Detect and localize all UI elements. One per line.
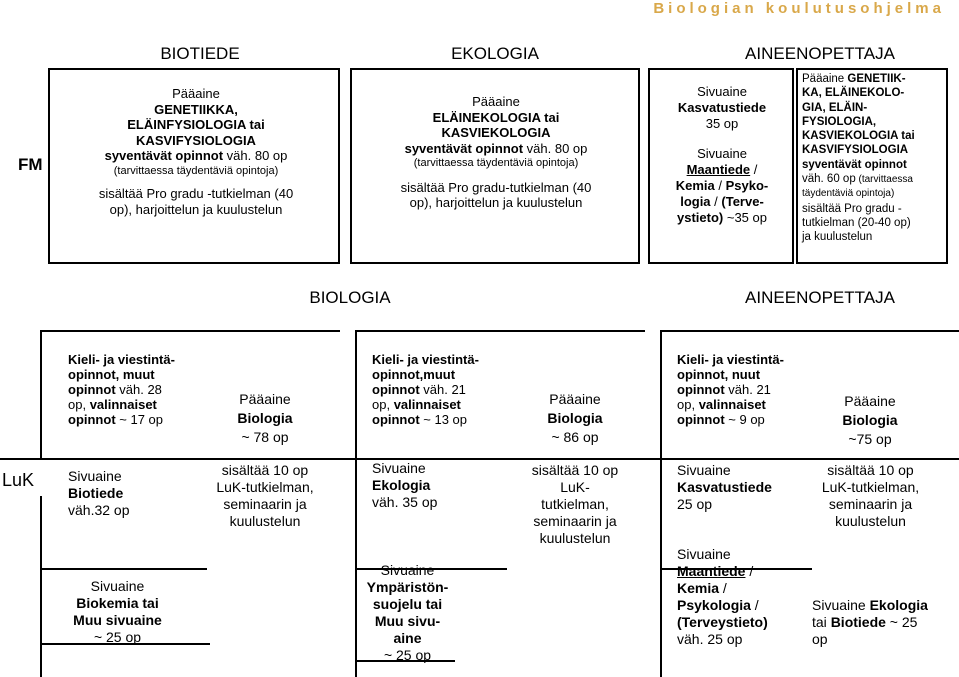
luk-col1-kv: [68, 352, 208, 427]
text-line: GIA, ELÄIN-: [802, 101, 868, 114]
text-line: (Terveystieto): [677, 614, 768, 630]
text-line: KASVIEKOLOGIA tai: [802, 130, 915, 143]
text-span: Psykologia: [677, 597, 751, 613]
row-label-luk: LuK: [2, 470, 35, 490]
text-span: Maantiede: [686, 162, 751, 177]
text-line: väh. 35 op: [372, 494, 438, 510]
text-line: Biologia: [237, 410, 293, 426]
luk-col1-sivuaine: [68, 468, 198, 519]
text-line: aine: [393, 630, 422, 646]
text-line: op: [812, 631, 828, 647]
luk-col3-maantiede: [677, 546, 807, 648]
text-span: opinnot: [372, 382, 420, 397]
text-span: GENETIIK-: [847, 73, 906, 85]
text-line: suojelu tai: [372, 596, 443, 612]
text-span: Sivuaine: [812, 597, 870, 613]
text-span: op,: [677, 397, 699, 412]
text-span: valinnaiset: [698, 397, 766, 412]
text-line: (tarvittaessa täydentäviä opintoja): [413, 157, 579, 169]
text-line: (tarvittaessa täydentäviä opintoja): [113, 164, 279, 177]
luk-col2-sivuaine: [372, 460, 502, 511]
text-line: Pääaine: [844, 393, 896, 409]
text-span: ~ 9 op: [724, 412, 765, 427]
text-line: kuulustelun: [539, 530, 611, 546]
text-line: sisältää 10 op: [827, 462, 914, 478]
text-line: Kasvatustiede: [677, 100, 767, 115]
text-line: sisältää Pro gradu-tutkielman (40: [400, 179, 592, 195]
text-line: seminaarin ja: [828, 496, 913, 512]
header-biotiede: BIOTIEDE: [160, 44, 240, 63]
header-ekologia: EKOLOGIA: [451, 44, 539, 63]
text-span: op,: [68, 397, 90, 412]
text-line: ~75 op: [848, 431, 892, 447]
text-line: ~ 25 op: [93, 629, 142, 645]
text-line: FYSIOLOGIA,: [802, 115, 877, 128]
luk-col3-sivuaine: [677, 462, 807, 513]
document-title: Biologian koulutusohjelma: [653, 0, 945, 17]
fm-ope1-text: [652, 84, 792, 226]
luk-col2-paaine: [515, 390, 635, 447]
text-line: KA, ELÄINEKOLO-: [802, 87, 905, 100]
text-line: sisältää 10 op: [531, 462, 619, 478]
text-line: op), harjoittelun ja kuulustelun: [109, 201, 283, 217]
text-line: Biologia: [547, 410, 603, 426]
text-line: GENETIIKKA,: [154, 101, 238, 117]
text-line: ~ 78 op: [241, 429, 289, 445]
text-span: ~ 25: [885, 614, 918, 630]
text-line: opinnot, nuut: [677, 367, 761, 382]
text-span: ystieto): [677, 210, 724, 225]
text-span: /: [710, 194, 722, 209]
text-span: väh. 60 op: [802, 173, 856, 186]
text-line: Biologia: [842, 412, 898, 428]
text-span: opinnot: [677, 382, 725, 397]
luk-col2-ymparisto: [360, 562, 455, 664]
text-line: KASVIFYSIOLOGIA: [136, 132, 256, 148]
text-span: väh. 80 op: [223, 148, 288, 163]
text-span: syventävät opinnot: [404, 140, 524, 156]
text-span: /: [714, 178, 726, 193]
text-span: ~35 op: [723, 210, 767, 225]
text-span: opinnot: [68, 412, 116, 427]
luk-col3-paaine: [810, 392, 930, 449]
text-line: Pääaine: [472, 94, 520, 109]
text-line: Ekologia: [372, 477, 431, 493]
text-span: syventävät opinnot: [104, 148, 224, 163]
fm-biotiede-text: [60, 86, 332, 217]
text-line: op), harjoittelun ja kuulustelun: [409, 195, 583, 210]
text-span: Pääaine: [802, 73, 848, 85]
luk-col2-kv: [372, 352, 512, 427]
text-line: Pääaine: [239, 391, 291, 407]
text-span: ~ 17 op: [115, 412, 164, 427]
text-span: väh. 21: [724, 382, 771, 397]
text-line: kuulustelun: [229, 513, 301, 529]
text-span: Kemia: [677, 580, 720, 596]
text-line: väh. 25 op: [677, 631, 743, 647]
luk-left-line-2: [355, 330, 357, 677]
text-line: Sivuaine: [677, 462, 731, 478]
text-line: 25 op: [677, 496, 713, 512]
text-line: KASVIEKOLOGIA: [441, 125, 551, 140]
text-line: Sivuaine: [697, 84, 747, 99]
text-line: Kieli- ja viestintä-: [68, 352, 175, 367]
text-line: syventävät opinnot: [802, 158, 907, 171]
text-line: Pääaine: [172, 86, 220, 101]
text-span: ~ 13 op: [419, 412, 468, 427]
text-line: ~ 25 op: [383, 647, 432, 663]
text-span: Ekologia: [869, 597, 928, 613]
text-span: opinnot: [68, 382, 116, 397]
text-span: väh. 80 op: [523, 140, 588, 156]
text-line: KASVIFYSIOLOGIA: [802, 144, 909, 157]
text-line: Sivuaine: [677, 546, 731, 562]
text-span: Psyko-: [725, 178, 769, 193]
text-span: (tarvittaessa: [855, 174, 913, 186]
text-line: tutkielman,: [541, 496, 609, 512]
text-span: tai: [812, 614, 831, 630]
text-span: valinnaiset: [393, 397, 461, 412]
text-line: ~ 86 op: [551, 429, 599, 445]
text-span: /: [750, 162, 758, 177]
text-line: Muu sivu-: [374, 613, 441, 629]
text-line: Kieli- ja viestintä-: [677, 352, 784, 367]
text-line: Kasvatustiede: [677, 479, 772, 495]
header-aineenopettaja-fm: AINEENOPETTAJA: [745, 44, 895, 63]
text-span: /: [719, 580, 727, 596]
text-line: Ympäristön-: [366, 579, 449, 595]
text-line: ELÄINFYSIOLOGIA tai: [127, 117, 265, 132]
text-line: Sivuaine: [68, 468, 122, 484]
luk-bottom-split-1: [42, 568, 207, 570]
text-span: väh. 28: [115, 382, 162, 397]
text-line: Sivuaine: [380, 562, 435, 578]
luk-left-line-3: [660, 330, 662, 677]
luk-col1-paaine: [205, 390, 325, 447]
luk-left-line-1b: [40, 496, 42, 677]
luk-left-line-1: [40, 330, 42, 460]
header-aineenopettaja-luk: AINEENOPETTAJA: [745, 288, 895, 307]
text-span: Maantiede: [677, 563, 746, 579]
text-line: seminaarin ja: [223, 496, 307, 512]
text-span: valinnaiset: [89, 397, 157, 412]
text-line: Pääaine: [549, 391, 601, 407]
luk-col3-inc: [808, 462, 933, 530]
text-line: sisältää Pro gradu -tutkielman (40: [98, 186, 294, 201]
text-line: LuK-tutkielman,: [216, 479, 314, 495]
text-line: Sivuaine: [372, 460, 426, 476]
text-line: kuulustelun: [835, 513, 906, 529]
text-line: 35 op: [705, 116, 739, 131]
text-span: op,: [372, 397, 394, 412]
luk-top-line-2: [355, 330, 645, 332]
text-span: (Terve-: [721, 194, 764, 209]
text-line: opinnot, muut: [68, 367, 155, 382]
text-line: seminaarin ja: [533, 513, 617, 529]
text-span: opinnot: [372, 412, 420, 427]
text-span: opinnot: [677, 412, 725, 427]
text-span: /: [745, 563, 754, 579]
text-line: Sivuaine: [697, 146, 747, 161]
text-line: tutkielman (20-40 op): [802, 216, 911, 229]
text-span: Biotiede: [830, 614, 886, 630]
text-line: Sivuaine: [90, 578, 145, 594]
text-line: ja kuulustelun: [802, 231, 873, 244]
text-line: väh.32 op: [68, 502, 130, 518]
text-line: Muu sivuaine: [73, 612, 162, 628]
text-line: opinnot,muut: [372, 367, 456, 382]
text-span: /: [750, 597, 759, 613]
text-span: väh. 21: [419, 382, 466, 397]
text-line: Biotiede: [68, 485, 124, 501]
text-span: logia: [680, 194, 711, 209]
text-line: sisältää Pro gradu -: [802, 202, 902, 215]
luk-col1-biokemia: [55, 578, 180, 646]
text-line: täydentäviä opintoja): [802, 188, 895, 200]
luk-top-line-1: [40, 330, 340, 332]
text-line: sisältää 10 op: [221, 462, 309, 478]
text-line: Biokemia tai: [76, 595, 159, 611]
text-line: Kieli- ja viestintä-: [372, 352, 479, 367]
text-line: LuK-tutkielman,: [821, 479, 920, 495]
luk-col2-inc: [515, 462, 635, 547]
text-line: LuK-: [560, 479, 590, 495]
luk-col3-ekologia: [812, 597, 952, 648]
luk-top-line-3: [660, 330, 959, 332]
fm-ekologia-text: [360, 94, 632, 211]
row-label-fm: FM: [18, 155, 43, 174]
luk-col3-kv: [677, 352, 817, 427]
text-line: ELÄINEKOLOGIA tai: [432, 109, 560, 125]
fm-ope2-text: [802, 72, 948, 245]
luk-col1-inc: [205, 462, 325, 530]
header-biologia: BIOLOGIA: [309, 288, 391, 307]
text-span: Kemia: [675, 178, 715, 193]
